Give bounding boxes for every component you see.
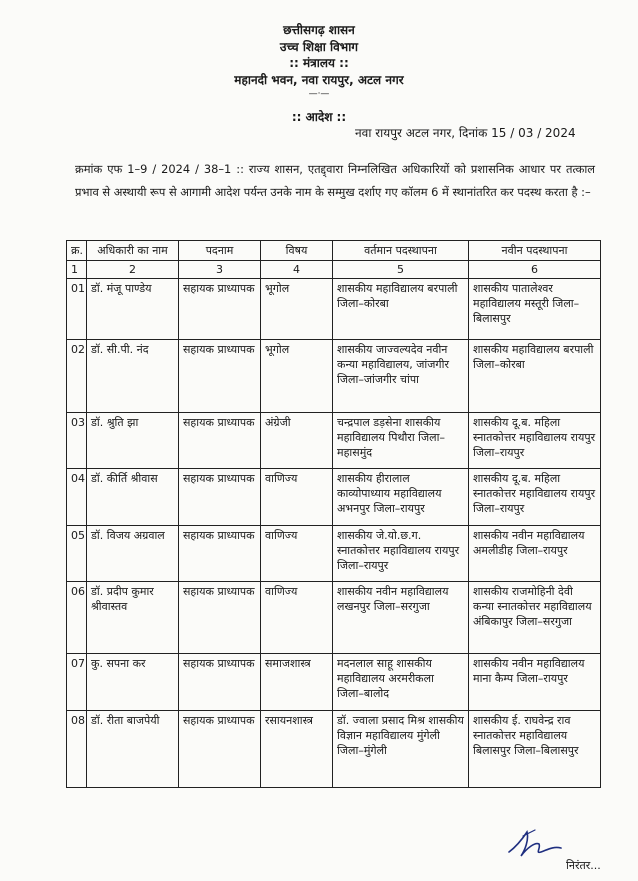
header-designation: पदनाम <box>179 241 261 261</box>
current-posting-cell: शासकीय जाज्वल्यदेव नवीन कन्या महाविद्यालय, जांजगीर जिला–जांजगीर चांपा <box>333 340 469 413</box>
state-government: छत्तीसगढ़ शासन <box>283 23 355 37</box>
officer-name-cell: डॉ. रीता बाजपेयी <box>87 711 179 788</box>
officer-name-cell: डॉ. विजय अग्रवाल <box>87 526 179 582</box>
officer-name-cell: डॉ. श्रुति झा <box>87 413 179 469</box>
designation-cell: सहायक प्राध्यापक <box>179 711 261 788</box>
new-posting-cell: शासकीय दू.ब. महिला स्नातकोत्तर महाविद्यालय रायपुर जिला–रायपुर <box>469 469 601 526</box>
column-number: 4 <box>261 261 333 279</box>
subject-cell: समाजशास्त्र <box>261 654 333 711</box>
designation-cell: सहायक प्राध्यापक <box>179 469 261 526</box>
subject-cell: रसायनशास्त्र <box>261 711 333 788</box>
table-row <box>67 654 601 711</box>
current-posting-cell: मदनलाल साहू शासकीय महाविद्यालय अरमरीकला जिला–बालोद <box>333 654 469 711</box>
designation-cell: सहायक प्राध्यापक <box>179 526 261 582</box>
order-title: :: आदेश :: <box>291 110 347 124</box>
current-posting-cell: शासकीय नवीन महाविद्यालय लखनपुर जिला–सरगुजा <box>333 582 469 654</box>
table-row <box>67 279 601 340</box>
serial-cell: 02 <box>67 340 87 413</box>
current-posting-cell: शासकीय हीरालाल काव्योपाध्याय महाविद्यालय अभनपुर जिला–रायपुर <box>333 469 469 526</box>
new-posting-cell: शासकीय नवीन महाविद्यालय अमलीडीह जिला–रायपुर <box>469 526 601 582</box>
office-address: महानदी भवन, नवा रायपुर, अटल नगर <box>234 72 404 87</box>
column-number: 3 <box>179 261 261 279</box>
new-posting-cell: शासकीय नवीन महाविद्यालय माना कैम्प जिला–रायपुर <box>469 654 601 711</box>
header-rule: —·— <box>308 89 330 99</box>
designation-cell: सहायक प्राध्यापक <box>179 340 261 413</box>
new-posting-cell: शासकीय ई. राघवेन्द्र राव स्नातकोत्तर महाविद्यालय बिलासपुर जिला–बिलासपुर <box>469 711 601 788</box>
new-posting-cell: शासकीय महाविद्यालय बरपाली जिला–कोरबा <box>469 340 601 413</box>
header-serial: क्र. <box>67 241 87 261</box>
continued-label: निरंतर... <box>566 859 601 872</box>
table-row <box>67 711 601 788</box>
transfer-table <box>66 240 601 788</box>
designation-cell: सहायक प्राध्यापक <box>179 279 261 340</box>
order-paragraph: क्रमांक एफ 1–9 / 2024 / 38–1 :: राज्य शासन, एतद्द्वारा निम्नलिखित अधिकारियों को प्रशासनिक आधार पर तत्काल प्रभाव से अस्थायी रूप से आगामी आदेश पर्यन्त उनके नाम के सम्मुख दर्शाए गए कॉलम 6 में स्थानांतरित कर पदस्थ करता है :– <box>75 162 595 199</box>
column-number: 5 <box>333 261 469 279</box>
new-posting-cell: शासकीय राजमोहिनी देवी कन्या स्नातकोत्तर महाविद्यालय अंबिकापुर जिला–सरगुजा <box>469 582 601 654</box>
table-row <box>67 526 601 582</box>
current-posting-cell: शासकीय जे.यो.छ.ग. स्नातकोत्तर महाविद्यालय रायपुर जिला–रायपुर <box>333 526 469 582</box>
header-new-posting: नवीन पदस्थापना <box>469 241 601 261</box>
header-subject: विषय <box>261 241 333 261</box>
current-posting-cell: चन्द्रपाल डड़सेना शासकीय महाविद्यालय पिथौरा जिला–महासमुंद <box>333 413 469 469</box>
table-row <box>67 469 601 526</box>
designation-cell: सहायक प्राध्यापक <box>179 654 261 711</box>
subject-cell: वाणिज्य <box>261 582 333 654</box>
serial-cell: 01 <box>67 279 87 340</box>
signature-icon <box>505 826 565 862</box>
column-number: 1 <box>67 261 87 279</box>
column-number: 6 <box>469 261 601 279</box>
serial-cell: 06 <box>67 582 87 654</box>
current-posting-cell: डॉ. ज्वाला प्रसाद मिश्र शासकीय विज्ञान महाविद्यालय मुंगेली जिला–मुंगेली <box>333 711 469 788</box>
ministry-label: :: मंत्रालय :: <box>289 56 349 70</box>
serial-cell: 08 <box>67 711 87 788</box>
subject-cell: भूगोल <box>261 279 333 340</box>
subject-cell: वाणिज्य <box>261 526 333 582</box>
serial-cell: 05 <box>67 526 87 582</box>
subject-cell: वाणिज्य <box>261 469 333 526</box>
order-dateline: नवा रायपुर अटल नगर, दिनांक 15 / 03 / 2024 <box>355 126 576 140</box>
subject-cell: भूगोल <box>261 340 333 413</box>
serial-cell: 04 <box>67 469 87 526</box>
column-number-row <box>67 261 601 279</box>
department-name: उच्च शिक्षा विभाग <box>279 39 359 54</box>
officer-name-cell: डॉ. प्रदीप कुमार श्रीवास्तव <box>87 582 179 654</box>
current-posting-cell: शासकीय महाविद्यालय बरपाली जिला–कोरबा <box>333 279 469 340</box>
table-row <box>67 413 601 469</box>
designation-cell: सहायक प्राध्यापक <box>179 582 261 654</box>
table-header-row <box>67 241 601 261</box>
officer-name-cell: डॉ. सी.पी. नंद <box>87 340 179 413</box>
header-officer-name: अधिकारी का नाम <box>87 241 179 261</box>
document-header <box>0 22 638 100</box>
officer-name-cell: डॉ. मंजू पाण्डेय <box>87 279 179 340</box>
header-current-posting: वर्तमान पदस्थापना <box>333 241 469 261</box>
serial-cell: 07 <box>67 654 87 711</box>
serial-cell: 03 <box>67 413 87 469</box>
new-posting-cell: शासकीय दू.ब. महिला स्नातकोत्तर महाविद्यालय रायपुर जिला–रायपुर <box>469 413 601 469</box>
officer-name-cell: कु. सपना कर <box>87 654 179 711</box>
designation-cell: सहायक प्राध्यापक <box>179 413 261 469</box>
subject-cell: अंग्रेजी <box>261 413 333 469</box>
table-row <box>67 340 601 413</box>
new-posting-cell: शासकीय पातालेश्वर महाविद्यालय मस्तूरी जिला–बिलासपुर <box>469 279 601 340</box>
table-row <box>67 582 601 654</box>
officer-name-cell: डॉ. कीर्ति श्रीवास <box>87 469 179 526</box>
column-number: 2 <box>87 261 179 279</box>
